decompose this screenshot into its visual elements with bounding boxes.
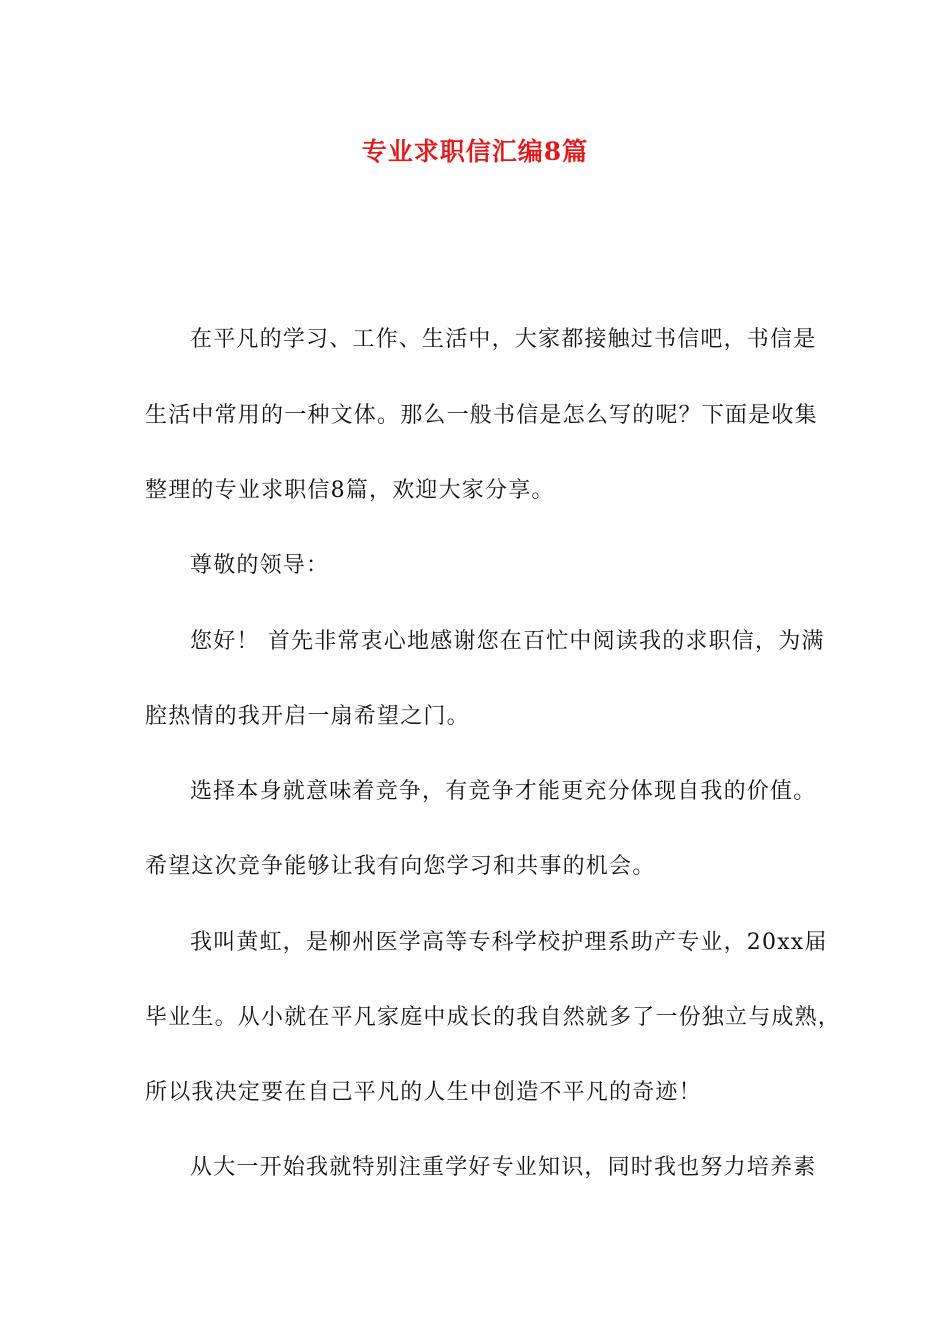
body-line-text: 希望这次竞争能够让我有向您学习和共事的机会。 — [145, 854, 656, 879]
body-line-12 — [0, 1148, 950, 1188]
body-line-text: 选择本身就意味着竞争，有竞争才能更充分体现自我的价值。 — [190, 779, 817, 804]
body-line-text: 毕业生。从小就在平凡家庭中成长的我自然就多了一份独立与成熟， — [145, 1005, 842, 1030]
body-line-text: 尊敬的领导： — [190, 553, 330, 578]
body-line-3 — [0, 471, 950, 511]
body-line-text: 所以我决定要在自己平凡的人生中创造不平凡的奇迹！ — [145, 1080, 702, 1105]
body-line-1 — [0, 320, 950, 360]
body-line-text: 腔热情的我开启一扇希望之门。 — [145, 704, 470, 729]
body-line-5 — [0, 622, 950, 662]
document-title: 专业求职信汇编8篇 — [361, 137, 589, 166]
body-line-11 — [0, 1073, 950, 1113]
body-line-text: 生活中常用的一种文体。那么一般书信是怎么写的呢？下面是收集 — [145, 403, 818, 428]
body-line-text: 从大一开始我就特别注重学好专业知识，同时我也努力培养素 — [190, 1155, 817, 1180]
body-line-text: 在平凡的学习、工作、生活中，大家都接触过书信吧，书信是 — [190, 327, 817, 352]
body-line-text: 整理的专业求职信8篇，欢迎大家分享。 — [145, 478, 555, 503]
body-line-7 — [0, 772, 950, 812]
body-line-4 — [0, 546, 950, 586]
body-line-2 — [0, 396, 950, 436]
body-line-6 — [0, 697, 950, 737]
body-line-10 — [0, 998, 950, 1038]
body-line-text: 我叫黄虹，是柳州医学高等专科学校护理系助产专业，20xx届 — [190, 930, 828, 955]
body-line-9 — [0, 923, 950, 963]
body-line-text: 您好！ 首先非常衷心地感谢您在百忙中阅读我的求职信，为满 — [190, 629, 825, 654]
body-line-8 — [0, 847, 950, 887]
